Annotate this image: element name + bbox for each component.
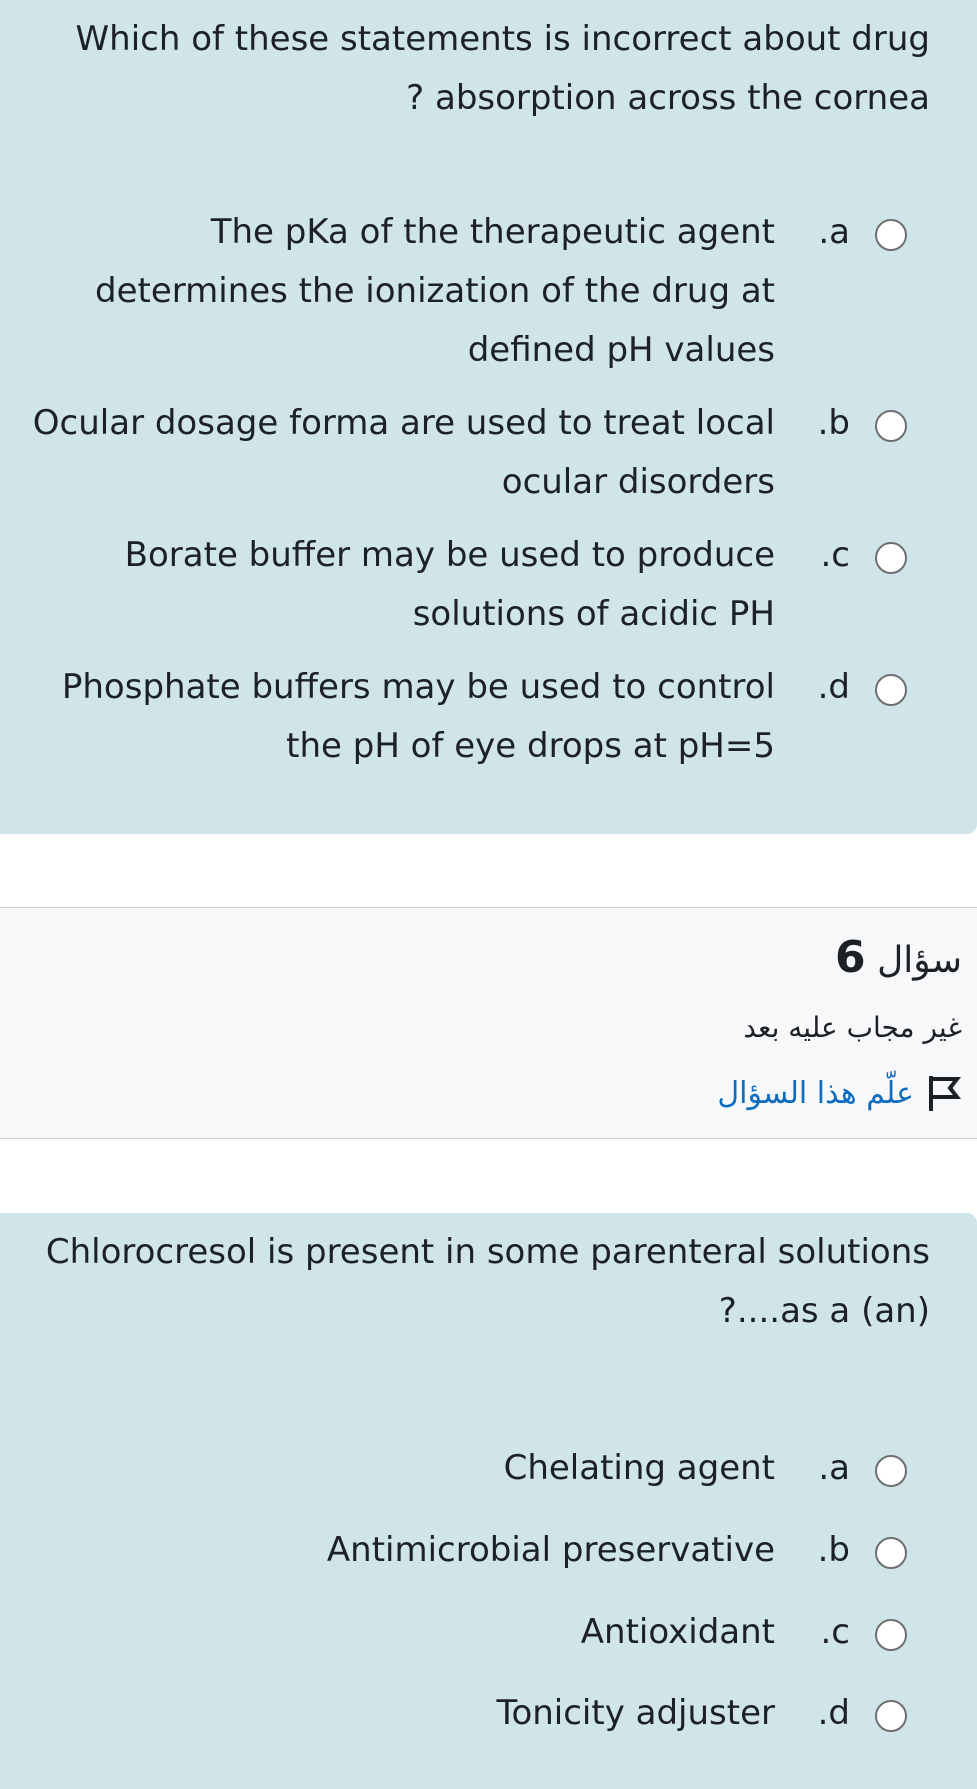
question-info	[0, 907, 977, 1139]
option-text-line: Phosphate buffers may be used to control	[61, 667, 775, 707]
radio-option-d[interactable]	[875, 674, 907, 706]
radio-option-b[interactable]	[875, 1537, 907, 1569]
option-text[interactable]	[33, 394, 775, 512]
option-text-line: ocular disorders	[501, 462, 775, 502]
question-status: غير مجاب عليه بعد	[743, 1011, 962, 1044]
question-number	[835, 930, 962, 989]
option-letter: .c	[820, 1612, 850, 1652]
option-text[interactable]	[62, 658, 775, 776]
flag-icon[interactable]	[926, 1073, 962, 1113]
question-label: سؤال	[877, 940, 962, 981]
flag-label[interactable]: علّم هذا السؤال	[717, 1075, 914, 1111]
option-text-line: the pH of eye drops at pH=5	[286, 726, 775, 766]
question-text	[30, 10, 930, 128]
question-card-1	[0, 0, 977, 834]
radio-option-c[interactable]	[875, 542, 907, 574]
question-text-line: Chlorocresol is present in some parenteral solutions	[45, 1232, 930, 1272]
option-letter: .a	[818, 1448, 850, 1488]
option-text-line: Borate buffer may be used to produce	[124, 535, 775, 575]
option-text-line: The pKa of the therapeutic agent	[210, 212, 775, 252]
option-text[interactable]: Antioxidant	[580, 1612, 775, 1652]
radio-option-d[interactable]	[875, 1700, 907, 1732]
option-letter: .c	[820, 535, 850, 575]
question-text-line: Which of these statements is incorrect about drug	[75, 19, 930, 59]
option-letter: .b	[817, 403, 850, 443]
question-text	[10, 1223, 930, 1341]
radio-option-a[interactable]	[875, 219, 907, 251]
option-text[interactable]	[125, 526, 775, 644]
option-letter: .d	[817, 1693, 850, 1733]
option-text[interactable]: Antimicrobial preservative	[326, 1530, 775, 1570]
option-letter: .b	[817, 1530, 850, 1570]
question-card-2	[0, 1213, 977, 1789]
flag-question-link[interactable]	[717, 1068, 962, 1118]
question-number-value: 6	[835, 932, 866, 983]
option-text-line: solutions of acidic PH	[412, 594, 775, 634]
question-text-line: ?....as a (an)	[718, 1291, 930, 1331]
option-letter: .a	[818, 212, 850, 252]
option-text[interactable]: Tonicity adjuster	[496, 1693, 775, 1733]
option-text[interactable]	[95, 203, 775, 380]
radio-option-a[interactable]	[875, 1455, 907, 1487]
option-text-line: defined pH values	[467, 330, 775, 370]
option-text-line: determines the ionization of the drug at	[95, 271, 775, 311]
option-text[interactable]: Chelating agent	[503, 1448, 775, 1488]
question-text-line: ? absorption across the cornea	[406, 78, 930, 118]
radio-option-b[interactable]	[875, 410, 907, 442]
option-letter: .d	[817, 667, 850, 707]
option-text-line: Ocular dosage forma are used to treat local	[32, 403, 775, 443]
radio-option-c[interactable]	[875, 1619, 907, 1651]
